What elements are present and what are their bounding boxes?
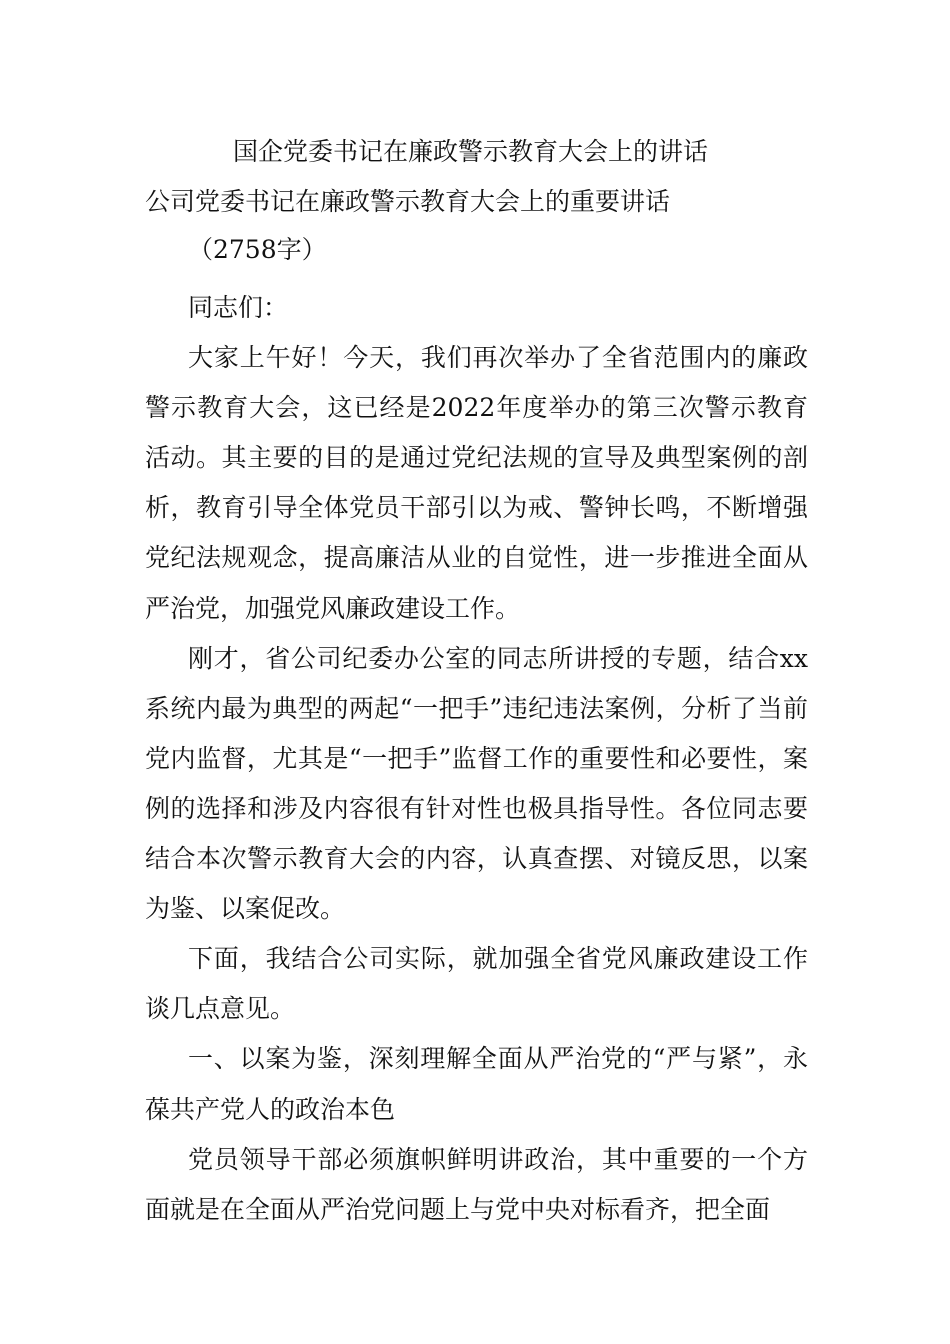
section-heading-1: 一、以案为鉴，深刻理解全面从严治党的“严与紧”，永葆共产党人的政治本色 xyxy=(145,1044,808,1124)
opening-paragraph: 大家上午好！今天，我们再次举办了全省范围内的廉政警示教育大会，这已经是2022年度举办的第三次警示教育活动。其主要的目的是通过党纪法规的宣导及典型案例的剖析，教育引导全体党员干部引以为戒、警钟长鸣，不断增强党纪法规观念，提高廉洁从业的自觉性，进一步推进全面从严治党，加强党风廉政建设工作。 xyxy=(145,343,808,623)
word-count: （2758字） xyxy=(188,235,327,264)
document-subtitle: 公司党委书记在廉政警示教育大会上的重要讲话 xyxy=(145,187,671,216)
case-review-paragraph: 刚才，省公司纪委办公室的同志所讲授的专题，结合xx系统内最为典型的两起“一把手”违纪违法案例，分析了当前党内监督，尤其是“一把手”监督工作的重要性和必要性，案例的选择和涉及内容很有针对性也极具指导性。各位同志要结合本次警示教育大会的内容，认真查摆、对镜反思，以案为鉴、以案促改。 xyxy=(145,643,808,924)
section-1-paragraph: 党员领导干部必须旗帜鲜明讲政治，其中重要的一个方面就是在全面从严治党问题上与党中央对标看齐，把全面 xyxy=(145,1144,808,1224)
salutation-paragraph: 同志们： xyxy=(188,293,289,322)
transition-paragraph: 下面，我结合公司实际，就加强全省党风廉政建设工作谈几点意见。 xyxy=(145,944,808,1024)
document-title: 国企党委书记在廉政警示教育大会上的讲话 xyxy=(233,137,709,166)
document-body xyxy=(145,283,808,1235)
